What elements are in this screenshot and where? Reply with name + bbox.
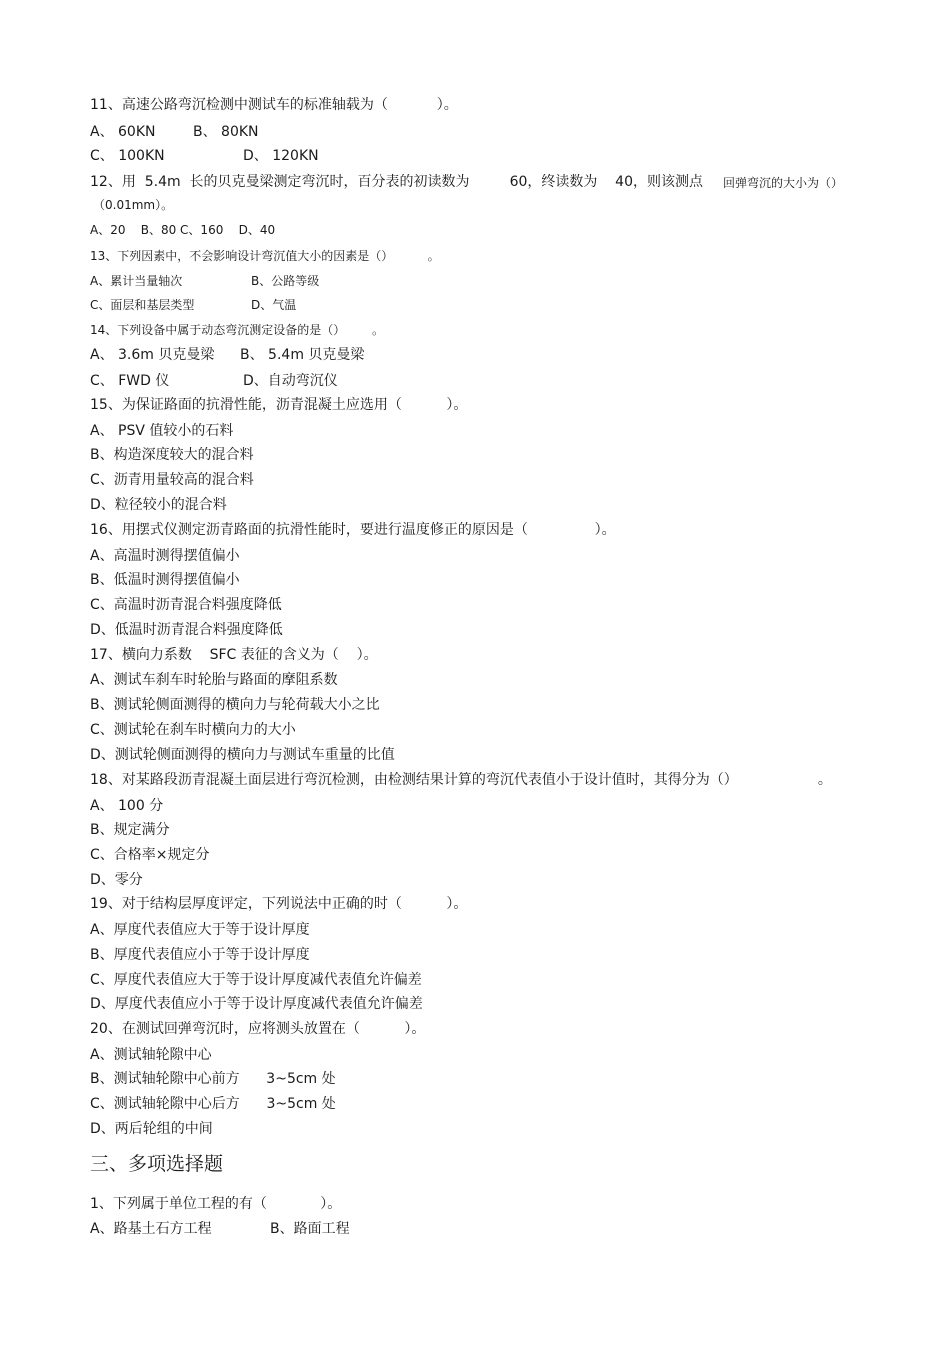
q15-option-a: A、 PSV 值较小的石料 xyxy=(90,423,234,439)
q16-option-d: D、低温时沥青混合料强度降低 xyxy=(90,622,283,638)
q13-options-cd: C、面层和基层类型 D、气温 xyxy=(90,298,297,312)
q17-option-b: B、测试轮侧面测得的横向力与轮荷载大小之比 xyxy=(90,697,380,713)
q11-options-ab: A、 60KN B、 80KN xyxy=(90,124,259,140)
q17-option-c: C、测试轮在刹车时横向力的大小 xyxy=(90,722,296,738)
q17-option-d: D、测试轮侧面测得的横向力与测试车重量的比值 xyxy=(90,747,395,763)
question-17: 17、横向力系数 SFC 表征的含义为（ ）。 xyxy=(90,647,378,663)
q12-options: A、20 B、80 C、160 D、40 xyxy=(90,223,276,237)
q19-option-d: D、厚度代表值应小于等于设计厚度减代表值允许偏差 xyxy=(90,996,423,1012)
q18-option-d: D、零分 xyxy=(90,872,143,888)
question-11: 11、高速公路弯沉检测中测试车的标准轴载为（ ）。 xyxy=(90,97,458,113)
q19-option-b: B、厚度代表值应小于等于设计厚度 xyxy=(90,947,310,963)
q11-options-cd: C、 100KN D、 120KN xyxy=(90,148,319,164)
question-15: 15、为保证路面的抗滑性能，沥青混凝土应选用（ ）。 xyxy=(90,397,468,413)
q15-option-d: D、粒径较小的混合料 xyxy=(90,497,227,513)
question-14: 14、下列设备中属于动态弯沉测定设备的是（） 。 xyxy=(90,323,384,337)
question-18: 18、对某路段沥青混凝土面层进行弯沉检测，由检测结果计算的弯沉代表值小于设计值时，其得分为（） 。 xyxy=(90,772,832,788)
question-13: 13、下列因素中，不会影响设计弯沉值大小的因素是（） 。 xyxy=(90,249,440,263)
q16-option-a: A、高温时测得摆值偏小 xyxy=(90,548,240,564)
q13-options-ab: A、累计当量轴次 B、公路等级 xyxy=(90,274,320,288)
section-heading-multiple-choice: 三、多项选择题 xyxy=(90,1153,224,1175)
q15-option-c: C、沥青用量较高的混合料 xyxy=(90,472,254,488)
question-16: 16、用摆式仪测定沥青路面的抗滑性能时，要进行温度修正的原因是（ ）。 xyxy=(90,522,616,538)
q16-option-c: C、高温时沥青混合料强度降低 xyxy=(90,597,282,613)
q18-option-b: B、规定满分 xyxy=(90,822,170,838)
multi-q1-options-ab: A、路基土石方工程 B、路面工程 xyxy=(90,1221,350,1237)
q14-options-ab: A、 3.6m 贝克曼梁 B、 5.4m 贝克曼梁 xyxy=(90,347,365,363)
q18-option-a: A、 100 分 xyxy=(90,798,164,814)
q17-option-a: A、测试车刹车时轮胎与路面的摩阻系数 xyxy=(90,672,338,688)
q20-option-a: A、测试轴轮隙中心 xyxy=(90,1047,212,1063)
q19-option-c: C、厚度代表值应大于等于设计厚度减代表值允许偏差 xyxy=(90,972,422,988)
q15-option-b: B、构造深度较大的混合料 xyxy=(90,447,254,463)
q20-option-b: B、测试轴轮隙中心前方 3~5cm 处 xyxy=(90,1071,336,1087)
q20-option-c: C、测试轴轮隙中心后方 3~5cm 处 xyxy=(90,1096,336,1112)
question-19: 19、对于结构层厚度评定，下列说法中正确的时（ ）。 xyxy=(90,896,468,912)
question-12-unit: （0.01mm）。 xyxy=(93,198,174,212)
q14-options-cd: C、 FWD 仪 D、自动弯沉仪 xyxy=(90,373,338,389)
question-12: 12、用 5.4m 长的贝克曼梁测定弯沉时，百分表的初读数为 60，终读数为 40，则该测点 回弹弯沉的大小为（） xyxy=(90,174,844,190)
q20-option-d: D、两后轮组的中间 xyxy=(90,1121,213,1137)
question-20: 20、在测试回弹弯沉时，应将测头放置在（ ）。 xyxy=(90,1021,426,1037)
multi-question-1: 1、下列属于单位工程的有（ ）。 xyxy=(90,1196,342,1212)
q19-option-a: A、厚度代表值应大于等于设计厚度 xyxy=(90,922,310,938)
q16-option-b: B、低温时测得摆值偏小 xyxy=(90,572,240,588)
q18-option-c: C、合格率×规定分 xyxy=(90,847,210,863)
